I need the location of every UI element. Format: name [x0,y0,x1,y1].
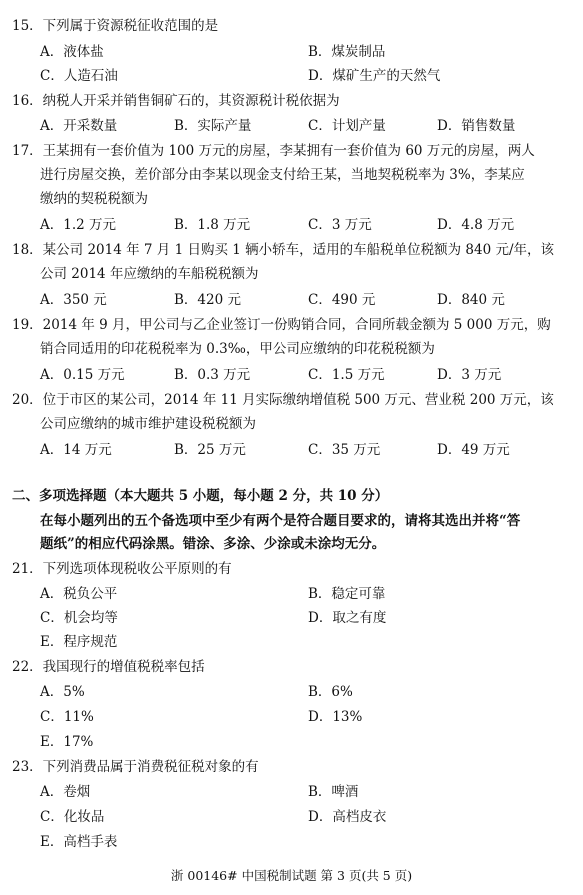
option-c: C．人造石油 [40,68,118,84]
question-21-options-2 [40,606,560,630]
question-20-options [40,438,560,462]
question-17: 17．王某拥有一套价值为 100 万元的房屋，李某拥有一套价值为 60 万元的房屋，两人 [12,143,535,159]
option-c: C．11% [40,709,94,725]
option-d: D．高档皮衣 [308,809,387,825]
option-d: D．销售数量 [437,118,516,134]
option-a: A．5% [40,684,85,700]
option-c: C．35 万元 [308,442,381,458]
option-e: E．17% [40,734,94,750]
question-18-options [40,288,560,312]
option-e: E．高档手表 [40,834,118,850]
option-b: B．实际产量 [174,118,252,134]
option-b: B．420 元 [174,292,241,308]
option-a: A．开采数量 [40,118,118,134]
question-19: 19．2014 年 9 月，甲公司与乙企业签订一份购销合同，合同所载金额为 5 000 万元，购 [12,317,551,333]
option-b: B．0.3 万元 [174,367,251,383]
question-22: 22．我国现行的增值税税率包括 [12,659,205,675]
option-b: B．6% [308,684,353,700]
option-c: C．化妆品 [40,809,105,825]
section-title: 二、多项选择题（本大题共 5 小题，每小题 2 分，共 10 分） [12,488,389,504]
question-20: 20．位于市区的某公司，2014 年 11 月实际缴纳增值税 500 万元、营业税 200 万元，该 [12,392,554,408]
question-23-options-2 [40,805,560,829]
section-instructions-1: 在每小题列出的五个备选项中至少有两个是符合题目要求的，请将其选出并将“答 [40,513,521,529]
question-17-line3: 缴纳的契税税额为 [40,191,148,207]
option-e: E．程序规范 [40,634,118,650]
option-a: A．液体盐 [40,44,104,60]
question-19-options [40,363,560,387]
option-b: B．25 万元 [174,442,246,458]
option-b: B．煤炭制品 [308,44,386,60]
option-c: C．计划产量 [308,118,386,134]
option-d: D．49 万元 [437,442,510,458]
option-d: D．13% [308,709,363,725]
section-instructions-2: 题纸”的相应代码涂黑。错涂、多涂、少涂或未涂均无分。 [40,536,386,552]
question-15-options [40,40,560,64]
option-d: D．840 元 [437,292,505,308]
question-15: 15．下列属于资源税征收范围的是 [12,18,219,34]
option-c: C．机会均等 [40,610,118,626]
page-footer: 浙 00146# 中国税制试题 第 3 页(共 5 页) [170,868,413,883]
question-20-line2: 公司应缴纳的城市维护建设税税额为 [40,416,256,432]
question-17-options [40,213,560,237]
option-b: B．1.8 万元 [174,217,251,233]
question-16-options [40,114,560,138]
option-d: D．4.8 万元 [437,217,515,233]
question-18: 18．某公司 2014 年 7 月 1 日购买 1 辆小轿车，适用的车船税单位税额为 840 元/年，该 [12,242,555,258]
option-c: C．3 万元 [308,217,372,233]
option-a: A．1.2 万元 [40,217,117,233]
option-a: A．350 元 [40,292,107,308]
question-23-options [40,780,560,804]
question-22-options-2 [40,705,560,729]
option-a: A．税负公平 [40,586,118,602]
option-c: C．490 元 [308,292,376,308]
option-a: A．0.15 万元 [40,367,125,383]
option-d: D．取之有度 [308,610,387,626]
option-d: D．3 万元 [437,367,502,383]
option-d: D．煤矿生产的天然气 [308,68,441,84]
question-23: 23．下列消费品属于消费税征税对象的有 [12,759,259,775]
question-22-options [40,680,560,704]
question-21: 21．下列选项体现税收公平原则的有 [12,561,232,577]
question-19-line2: 销合同适用的印花税税率为 0.3‰，甲公司应缴纳的印花税税额为 [40,341,435,357]
question-16: 16．纳税人开采并销售铜矿石的，其资源税计税依据为 [12,93,340,109]
question-15-options-2 [40,64,560,88]
question-21-options [40,582,560,606]
question-17-line2: 进行房屋交换，差价部分由李某以现金支付给王某，当地契税税率为 3%，李某应 [40,167,525,183]
option-c: C．1.5 万元 [308,367,385,383]
option-b: B．稳定可靠 [308,586,386,602]
question-18-line2: 公司 2014 年应缴纳的车船税税额为 [40,266,259,282]
option-a: A．卷烟 [40,784,91,800]
option-a: A．14 万元 [40,442,112,458]
option-b: B．啤酒 [308,784,359,800]
